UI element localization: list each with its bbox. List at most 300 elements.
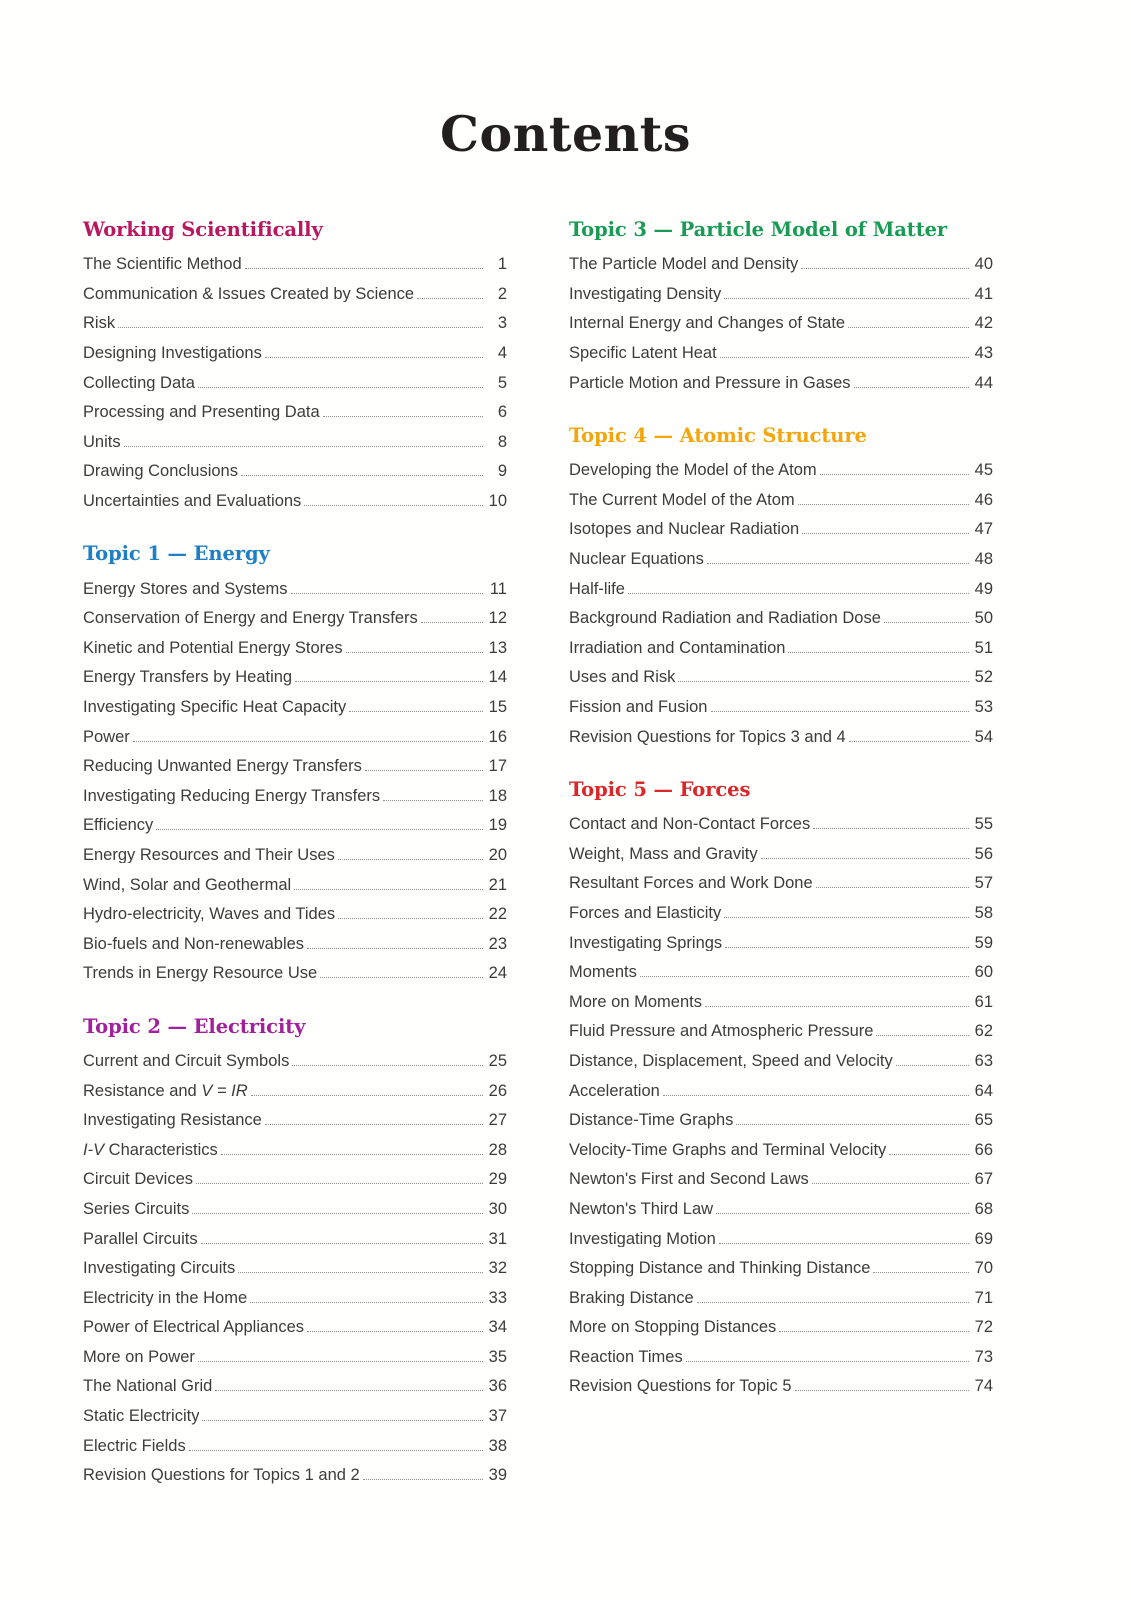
toc-leader-dots	[707, 563, 969, 564]
toc-entry-title: Forces and Elasticity	[569, 904, 722, 922]
toc-entry[interactable]	[83, 870, 507, 900]
toc-page-number: 37	[488, 1407, 507, 1426]
contents-section	[569, 218, 993, 398]
toc-leader-dots	[720, 357, 969, 358]
toc-leader-dots	[338, 918, 483, 919]
toc-entry[interactable]	[83, 1224, 507, 1254]
toc-entry-title: The Current Model of the Atom	[569, 491, 795, 509]
toc-page-number: 19	[488, 816, 507, 835]
toc-leader-dots	[719, 1243, 969, 1244]
toc-entry-title: Fluid Pressure and Atmospheric Pressure	[569, 1023, 874, 1040]
toc-leader-dots	[323, 416, 483, 417]
toc-leader-dots	[848, 327, 969, 328]
toc-entry[interactable]	[569, 1343, 993, 1373]
toc-entry-title: Moments	[569, 964, 637, 981]
toc-page-number: 73	[974, 1347, 993, 1366]
toc-page-number: 2	[497, 284, 507, 303]
toc-page-number: 22	[488, 905, 507, 924]
toc-entry[interactable]	[569, 810, 993, 840]
toc-entry-title: Isotopes and Nuclear Radiation	[569, 521, 800, 538]
toc-entry-title: More on Moments	[569, 993, 702, 1011]
section-heading: Topic 5 — Forces	[569, 777, 751, 801]
toc-page-number: 10	[488, 492, 507, 511]
toc-entry[interactable]	[83, 1047, 507, 1077]
toc-leader-dots	[291, 593, 483, 594]
toc-entry-title: Contact and Non-Contact Forces	[569, 816, 811, 833]
toc-leader-dots	[202, 1420, 483, 1421]
toc-leader-dots	[711, 711, 970, 712]
toc-leader-dots	[854, 387, 969, 388]
toc-page-number: 49	[974, 579, 993, 598]
toc-page-number: 66	[974, 1140, 993, 1159]
toc-page-number: 51	[974, 638, 993, 657]
toc-entry-title: Uses and Risk	[569, 669, 676, 686]
toc-leader-dots	[761, 858, 969, 859]
toc-page-number: 18	[488, 786, 507, 805]
contents-section	[83, 218, 507, 516]
toc-page-number: 62	[974, 1022, 993, 1041]
toc-page-number: 16	[488, 727, 507, 746]
toc-page-number: 15	[488, 698, 507, 717]
toc-entry-title: Energy Resources and Their Uses	[83, 846, 335, 864]
toc-leader-dots	[802, 533, 969, 534]
section-heading: Topic 2 — Electricity	[83, 1014, 306, 1038]
toc-page-number: 63	[974, 1051, 993, 1070]
toc-page-number: 12	[488, 609, 507, 628]
toc-entry[interactable]	[83, 280, 507, 310]
toc-entry[interactable]	[569, 1076, 993, 1106]
toc-page-number: 27	[488, 1111, 507, 1130]
section-heading: Working Scientifically	[83, 218, 323, 241]
toc-entry-title: Units	[83, 433, 121, 451]
contents-section	[83, 542, 507, 988]
toc-leader-dots	[812, 1183, 969, 1184]
toc-entry-title: The National Grid	[83, 1378, 213, 1395]
toc-page-number: 14	[488, 668, 507, 687]
toc-leader-dots	[678, 681, 969, 682]
contents-column-right	[569, 218, 993, 1517]
toc-leader-dots	[896, 1065, 969, 1066]
toc-leader-dots	[304, 505, 483, 506]
toc-page-number: 6	[497, 403, 507, 422]
toc-entry-title: More on Power	[83, 1348, 195, 1366]
toc-leader-dots	[788, 652, 969, 653]
toc-page-number: 28	[488, 1140, 507, 1159]
toc-page-number: 9	[497, 462, 507, 481]
toc-page-number: 68	[974, 1199, 993, 1218]
toc-entry[interactable]	[569, 1254, 993, 1284]
toc-page-number: 21	[488, 875, 507, 894]
toc-leader-dots	[192, 1213, 483, 1214]
toc-entry-title: Revision Questions for Topics 1 and 2	[83, 1467, 360, 1484]
page-title: Contents	[440, 105, 691, 163]
contents-section	[569, 424, 993, 752]
toc-entry-title: Irradiation and Contamination	[569, 639, 786, 657]
toc-entry-title: Power of Electrical Appliances	[83, 1319, 305, 1336]
toc-page-number: 36	[488, 1377, 507, 1396]
toc-leader-dots	[801, 268, 969, 269]
toc-entry-title: Revision Questions for Topics 3 and 4	[569, 728, 846, 746]
toc-leader-dots	[238, 1272, 483, 1273]
toc-entry[interactable]	[569, 840, 993, 870]
toc-page-number: 72	[974, 1318, 993, 1337]
section-heading: Topic 1 — Energy	[83, 542, 270, 566]
toc-page-number: 23	[488, 934, 507, 953]
toc-entry-title: Static Electricity	[83, 1408, 200, 1425]
toc-entry[interactable]	[83, 782, 507, 812]
toc-entry-title: Kinetic and Potential Energy Stores	[83, 639, 343, 657]
contents-columns	[0, 163, 1131, 1517]
toc-leader-dots	[873, 1272, 969, 1273]
toc-entry[interactable]	[83, 634, 507, 664]
toc-leader-dots	[876, 1035, 969, 1036]
toc-entry-title: Investigating Reducing Energy Transfers	[83, 787, 381, 805]
toc-leader-dots	[265, 1124, 483, 1125]
toc-entry[interactable]	[569, 869, 993, 899]
toc-leader-dots	[292, 1065, 483, 1066]
toc-entry[interactable]	[83, 368, 507, 398]
toc-entry-title: Energy Transfers by Heating	[83, 669, 293, 686]
toc-entry-title: Communication & Issues Created by Science	[83, 285, 415, 303]
toc-entry[interactable]	[83, 959, 507, 989]
toc-entry-title: The Scientific Method	[83, 256, 242, 273]
toc-page-number: 45	[974, 461, 993, 480]
toc-page-number: 60	[974, 963, 993, 982]
toc-entry[interactable]	[83, 1195, 507, 1225]
toc-leader-dots	[198, 387, 483, 388]
toc-entry[interactable]	[569, 987, 993, 1017]
toc-leader-dots	[196, 1183, 483, 1184]
toc-leader-dots	[417, 298, 483, 299]
toc-page-number: 52	[974, 668, 993, 687]
toc-page-number: 5	[497, 373, 507, 392]
toc-entry[interactable]	[83, 722, 507, 752]
toc-page-number: 40	[974, 255, 993, 274]
toc-entry-title: Investigating Springs	[569, 934, 723, 952]
toc-page-number: 25	[488, 1051, 507, 1070]
toc-page-number: 8	[497, 432, 507, 451]
toc-leader-dots	[250, 1302, 483, 1303]
toc-entry-title: Uncertainties and Evaluations	[83, 493, 302, 510]
toc-entry[interactable]	[83, 428, 507, 458]
toc-entry-title: Trends in Energy Resource Use	[83, 965, 318, 982]
toc-entry[interactable]	[83, 309, 507, 339]
toc-entry-title: Revision Questions for Topic 5	[569, 1378, 792, 1395]
toc-entry-title: Current and Circuit Symbols	[83, 1052, 290, 1070]
toc-page-number: 54	[974, 727, 993, 746]
toc-entry-title: Nuclear Equations	[569, 551, 704, 568]
toc-page-number: 53	[974, 698, 993, 717]
toc-leader-dots	[724, 298, 969, 299]
toc-entry[interactable]	[569, 574, 993, 604]
toc-entry[interactable]	[83, 900, 507, 930]
toc-entry[interactable]	[83, 1431, 507, 1461]
toc-leader-dots	[716, 1213, 969, 1214]
toc-leader-dots	[697, 1302, 969, 1303]
toc-entry-title: Resistance and V = IR	[83, 1082, 248, 1100]
toc-entry[interactable]	[83, 752, 507, 782]
toc-entry[interactable]	[83, 1343, 507, 1373]
toc-entry[interactable]	[83, 1313, 507, 1343]
toc-leader-dots	[221, 1154, 483, 1155]
toc-entry-title: Stopping Distance and Thinking Distance	[569, 1260, 871, 1277]
toc-leader-dots	[663, 1095, 969, 1096]
toc-entry-title: Bio-fuels and Non-renewables	[83, 935, 305, 953]
toc-entry-title: Acceleration	[569, 1082, 660, 1100]
toc-entry[interactable]	[83, 1283, 507, 1313]
toc-entry[interactable]	[569, 1106, 993, 1136]
toc-leader-dots	[295, 681, 483, 682]
toc-entry-title: Collecting Data	[83, 374, 195, 392]
toc-entry[interactable]	[83, 398, 507, 428]
toc-entry[interactable]	[83, 1135, 507, 1165]
toc-page-number: 4	[497, 344, 507, 363]
toc-entry-title: Investigating Density	[569, 285, 722, 303]
toc-leader-dots	[363, 1479, 483, 1480]
toc-entry-title: Newton's Third Law	[569, 1200, 714, 1218]
toc-entry[interactable]	[83, 841, 507, 871]
toc-entry[interactable]	[569, 1165, 993, 1195]
toc-entry[interactable]	[83, 929, 507, 959]
toc-entry[interactable]	[83, 1165, 507, 1195]
toc-entry-title: Hydro-electricity, Waves and Tides	[83, 906, 336, 923]
toc-page-number: 71	[974, 1288, 993, 1307]
toc-entry[interactable]	[569, 663, 993, 693]
toc-entry[interactable]	[569, 722, 993, 752]
toc-entry-title: Specific Latent Heat	[569, 345, 717, 362]
toc-entry-title: Distance-Time Graphs	[569, 1112, 734, 1129]
toc-leader-dots	[133, 741, 483, 742]
toc-entry[interactable]	[83, 1106, 507, 1136]
toc-entry-title: Weight, Mass and Gravity	[569, 845, 758, 863]
toc-page-number: 32	[488, 1259, 507, 1278]
toc-entry-title: Energy Stores and Systems	[83, 580, 288, 598]
toc-entry[interactable]	[83, 1402, 507, 1432]
toc-entry-title: Half-life	[569, 580, 625, 598]
toc-entry-title: Electric Fields	[83, 1437, 186, 1455]
toc-entry[interactable]	[569, 309, 993, 339]
toc-entry-title: Wind, Solar and Geothermal	[83, 876, 292, 894]
toc-entry[interactable]	[83, 604, 507, 634]
toc-leader-dots	[813, 828, 969, 829]
toc-page-number: 59	[974, 933, 993, 952]
toc-entry-title: Internal Energy and Changes of State	[569, 315, 846, 332]
toc-entry[interactable]	[569, 1372, 993, 1402]
toc-leader-dots	[724, 917, 969, 918]
toc-entry-title: Risk	[83, 315, 116, 332]
toc-leader-dots	[346, 652, 483, 653]
toc-page-number: 43	[974, 344, 993, 363]
toc-entry-title: Circuit Devices	[83, 1171, 194, 1188]
toc-leader-dots	[307, 1331, 483, 1332]
toc-page-number: 11	[489, 579, 507, 598]
toc-entry[interactable]	[569, 1224, 993, 1254]
toc-leader-dots	[201, 1243, 483, 1244]
toc-entry-title: Investigating Motion	[569, 1230, 716, 1248]
toc-leader-dots	[820, 474, 969, 475]
toc-leader-dots	[628, 593, 969, 594]
toc-entry-title: Investigating Specific Heat Capacity	[83, 699, 347, 716]
toc-page-number: 64	[974, 1081, 993, 1100]
toc-page-number: 41	[974, 284, 993, 303]
toc-entry-title: Braking Distance	[569, 1289, 694, 1307]
toc-entry-title: Series Circuits	[83, 1200, 190, 1218]
toc-page-number: 3	[497, 314, 507, 333]
toc-entry[interactable]	[569, 1313, 993, 1343]
toc-page-number: 55	[974, 815, 993, 834]
toc-page-number: 1	[497, 255, 507, 274]
toc-leader-dots	[265, 357, 483, 358]
toc-page-number: 48	[974, 550, 993, 569]
toc-leader-dots	[365, 770, 483, 771]
toc-entry-title: Drawing Conclusions	[83, 463, 238, 480]
toc-page-number: 65	[974, 1111, 993, 1130]
toc-entry-title: Parallel Circuits	[83, 1230, 198, 1248]
toc-entry[interactable]	[83, 250, 507, 280]
toc-entry-title: Velocity-Time Graphs and Terminal Velocity	[569, 1141, 887, 1159]
contents-column-left	[83, 218, 507, 1517]
toc-entry[interactable]	[83, 693, 507, 723]
toc-leader-dots	[849, 741, 969, 742]
section-heading: Topic 4 — Atomic Structure	[569, 423, 867, 447]
toc-page-number: 24	[488, 964, 507, 983]
toc-entry[interactable]	[569, 486, 993, 516]
toc-page-number: 61	[974, 992, 993, 1011]
toc-entry[interactable]	[569, 1135, 993, 1165]
toc-entry-title: Resultant Forces and Work Done	[569, 875, 813, 892]
toc-page-number: 69	[974, 1229, 993, 1248]
toc-entry-title: Distance, Displacement, Speed and Velocity	[569, 1052, 893, 1070]
toc-leader-dots	[725, 947, 969, 948]
toc-entry[interactable]	[83, 1461, 507, 1491]
toc-entry[interactable]	[83, 1254, 507, 1284]
toc-entry[interactable]	[569, 1047, 993, 1077]
toc-entry-title: Efficiency	[83, 817, 154, 834]
toc-leader-dots	[816, 887, 969, 888]
toc-entry-title: Designing Investigations	[83, 345, 262, 362]
toc-leader-dots	[118, 327, 483, 328]
toc-entry[interactable]	[83, 457, 507, 487]
toc-entry-title: Background Radiation and Radiation Dose	[569, 610, 881, 627]
toc-leader-dots	[245, 268, 483, 269]
toc-leader-dots	[884, 622, 969, 623]
toc-page-number: 74	[974, 1377, 993, 1396]
toc-leader-dots	[189, 1450, 483, 1451]
toc-entry[interactable]	[569, 899, 993, 929]
toc-entry-title: Reducing Unwanted Energy Transfers	[83, 758, 362, 775]
toc-entry[interactable]	[83, 487, 507, 517]
toc-leader-dots	[251, 1095, 483, 1096]
toc-leader-dots	[383, 800, 483, 801]
toc-entry-title: Conservation of Energy and Energy Transfers	[83, 610, 418, 627]
toc-leader-dots	[640, 976, 969, 977]
toc-page-number: 20	[488, 845, 507, 864]
toc-page-number: 50	[974, 609, 993, 628]
toc-entry[interactable]	[569, 545, 993, 575]
toc-page-number: 44	[974, 373, 993, 392]
toc-entry-title: Newton's First and Second Laws	[569, 1171, 809, 1188]
toc-entry-title: I-V Characteristics	[83, 1141, 218, 1159]
toc-entry-title: Processing and Presenting Data	[83, 404, 320, 421]
toc-leader-dots	[795, 1390, 969, 1391]
contents-section	[569, 778, 993, 1402]
toc-page-number: 17	[488, 757, 507, 776]
toc-leader-dots	[198, 1361, 483, 1362]
toc-entry[interactable]	[83, 811, 507, 841]
toc-entry-title: Particle Motion and Pressure in Gases	[569, 374, 851, 392]
toc-entry[interactable]	[569, 958, 993, 988]
toc-page-number: 30	[488, 1199, 507, 1218]
toc-page-number: 58	[974, 903, 993, 922]
toc-leader-dots	[215, 1390, 483, 1391]
toc-page-number: 29	[488, 1170, 507, 1189]
toc-page-number: 38	[488, 1436, 507, 1455]
toc-entry-title: Power	[83, 728, 130, 746]
toc-leader-dots	[338, 859, 483, 860]
toc-leader-dots	[320, 977, 483, 978]
toc-entry[interactable]	[569, 456, 993, 486]
toc-page-number: 42	[974, 314, 993, 333]
toc-entry[interactable]	[83, 1076, 507, 1106]
toc-entry[interactable]	[569, 250, 993, 280]
toc-entry-title: Reaction Times	[569, 1348, 683, 1366]
toc-entry[interactable]	[569, 1283, 993, 1313]
toc-leader-dots	[736, 1124, 969, 1125]
toc-page-number: 46	[974, 490, 993, 509]
toc-leader-dots	[779, 1331, 969, 1332]
toc-entry[interactable]	[569, 1017, 993, 1047]
toc-entry[interactable]	[83, 574, 507, 604]
toc-entry[interactable]	[569, 634, 993, 664]
toc-leader-dots	[294, 889, 483, 890]
toc-entry[interactable]	[569, 928, 993, 958]
toc-page-number: 26	[488, 1081, 507, 1100]
toc-leader-dots	[307, 948, 483, 949]
toc-leader-dots	[686, 1361, 969, 1362]
toc-page-number: 13	[488, 638, 507, 657]
toc-entry[interactable]	[83, 1372, 507, 1402]
toc-leader-dots	[156, 829, 483, 830]
toc-page-number: 39	[488, 1466, 507, 1485]
toc-entry[interactable]	[83, 663, 507, 693]
toc-page-number: 34	[488, 1318, 507, 1337]
toc-entry-title: More on Stopping Distances	[569, 1319, 777, 1336]
toc-entry[interactable]	[569, 280, 993, 310]
toc-page-number: 31	[488, 1229, 507, 1248]
toc-entry-title: Electricity in the Home	[83, 1289, 248, 1307]
toc-entry-title: The Particle Model and Density	[569, 256, 799, 273]
contents-section	[83, 1015, 507, 1491]
toc-entry[interactable]	[569, 604, 993, 634]
toc-leader-dots	[798, 504, 969, 505]
toc-entry[interactable]	[569, 368, 993, 398]
toc-leader-dots	[349, 711, 483, 712]
toc-page-number: 33	[488, 1288, 507, 1307]
toc-leader-dots	[124, 446, 483, 447]
toc-page-number: 56	[974, 844, 993, 863]
toc-entry[interactable]	[569, 339, 993, 369]
toc-entry[interactable]	[569, 1195, 993, 1225]
toc-entry[interactable]	[569, 693, 993, 723]
toc-entry-title: Investigating Circuits	[83, 1260, 236, 1277]
toc-page-number: 67	[974, 1170, 993, 1189]
toc-entry[interactable]	[83, 339, 507, 369]
toc-leader-dots	[421, 622, 483, 623]
toc-page-number: 35	[488, 1347, 507, 1366]
toc-entry-title: Developing the Model of the Atom	[569, 462, 817, 479]
toc-page-number: 70	[974, 1259, 993, 1278]
toc-entry[interactable]	[569, 515, 993, 545]
